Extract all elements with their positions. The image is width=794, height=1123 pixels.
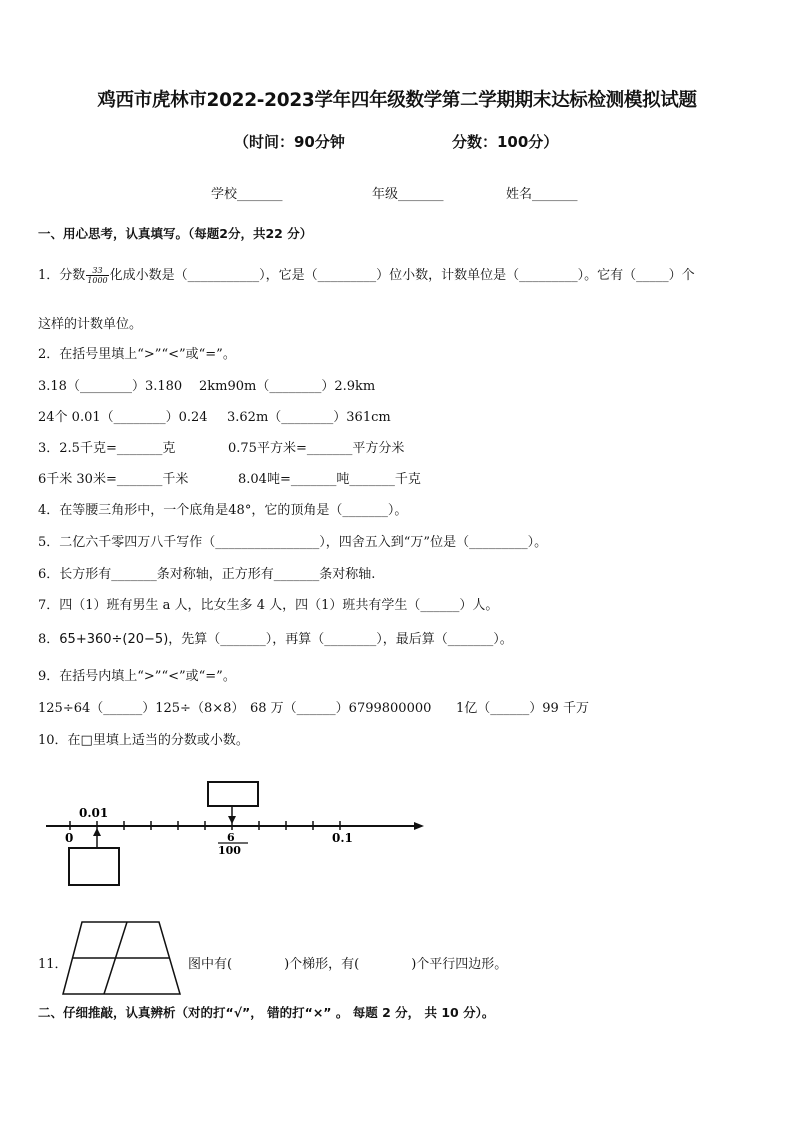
question-1 [38, 264, 695, 285]
q1-lead: 1．分数 [38, 268, 86, 283]
q8-rest: ，先算（_______），再算（________），最后算（_______）。 [168, 632, 513, 647]
section-2-heading: 二、仔细推敲，认真辨析（对的打“√”， 错的打“×” 。 每题 2 分， 共 10 分）。 [38, 1005, 495, 1020]
q1-fraction-numerator: 33 [86, 266, 108, 276]
section-1-heading: 一、用心思考，认真填写。（每题2分，共22 分） [38, 226, 313, 241]
question-5: 5．二亿六千零四万八千写作（________________），四舍五入到“万”位是（_________）。 [38, 535, 548, 550]
question-3-row1a: 3．2.5千克=_______克 [38, 441, 176, 456]
name-field: 姓名_______ [506, 187, 578, 202]
question-6: 6．长方形有_______条对称轴，正方形有_______条对称轴. [38, 567, 376, 582]
question-3-row1b: 0.75平方米=_______平方分米 [228, 441, 405, 456]
answer-box-bottom [69, 848, 119, 885]
axis-arrow-icon [414, 822, 424, 830]
question-3-row2b: 8.04吨=_______吨_______千克 [238, 472, 421, 487]
label-0: 0 [65, 831, 74, 845]
q8-expression: 65+360÷(20−5) [59, 632, 169, 647]
question-11-text: 图中有( )个梯形，有( )个平行四边形。 [188, 957, 508, 972]
label-frac-denominator: 100 [218, 844, 241, 857]
q8-lead: 8． [38, 632, 60, 647]
q1-fraction-denominator: 1000 [87, 276, 108, 285]
page-title: 鸡西市虎林市2022-2023学年四年级数学第二学期期末达标检测模拟试题 [97, 90, 697, 111]
label-0-1: 0.1 [332, 831, 353, 845]
question-9-b: 68 万（______）6799800000 [250, 701, 432, 716]
q1-rest: 化成小数是（___________），它是（_________）位小数，计数单位是（_________）。它有（_____）个 [109, 268, 695, 283]
label-0-01: 0.01 [79, 806, 109, 820]
question-8 [38, 628, 513, 647]
question-2-prompt: 2．在括号里填上“>”“<”或“=”。 [38, 347, 236, 362]
label-frac-numerator: 6 [227, 831, 235, 844]
answer-box-top [208, 782, 258, 806]
question-2-row1a: 3.18（________）3.180 [38, 379, 183, 394]
question-7: 7．四（1）班有男生 a 人，比女生多 4 人，四（1）班共有学生（______）人。 [38, 598, 499, 613]
question-9-prompt: 9．在括号内填上“>”“<”或“=”。 [38, 669, 236, 684]
trapezoid-figure [60, 918, 190, 998]
exam-score: 分数：100分） [452, 133, 559, 151]
question-10-prompt: 10．在□里填上适当的分数或小数。 [38, 733, 249, 748]
question-11-number: 11． [38, 957, 68, 972]
question-1-continued: 这样的计数单位。 [38, 317, 143, 332]
arrow-up-icon [93, 828, 101, 836]
question-4: 4．在等腰三角形中，一个底角是48°，它的顶角是（_______）。 [38, 503, 408, 518]
q1-fraction [86, 266, 108, 285]
number-line-figure [0, 770, 794, 895]
question-3-row2a: 6千米 30米=_______千米 [38, 472, 189, 487]
question-2-row2b: 3.62m（________）361cm [227, 410, 391, 425]
question-2-row2a: 24个 0.01（________）0.24 [38, 410, 208, 425]
exam-time: （时间：90分钟 [234, 133, 345, 151]
question-2-row1b: 2km90m（________）2.9km [199, 379, 376, 394]
question-9-a: 125÷64（______）125÷（8×8） [38, 701, 245, 716]
grade-field: 年级_______ [372, 187, 444, 202]
school-field: 学校_______ [211, 187, 283, 202]
question-9-c: 1亿（______）99 千万 [456, 701, 589, 716]
